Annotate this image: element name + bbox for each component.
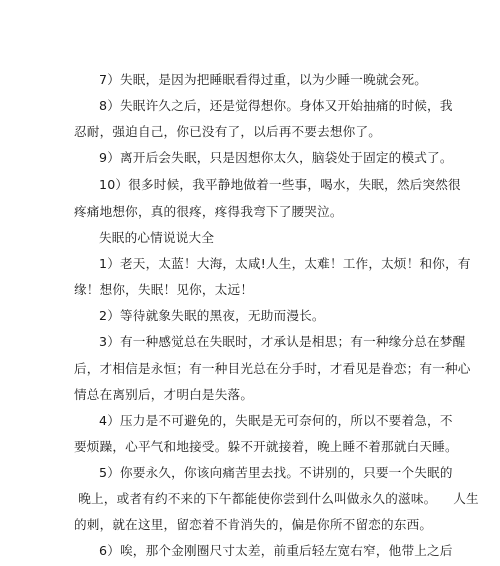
text-line: 后，才相信是永恒；有一种目光总在分手时，才看见是眷恋；有一种心: [74, 361, 471, 376]
text-line: 8）失眠许久之后，还是觉得想你。身体又开始抽痛的时候，我: [99, 98, 453, 113]
text-line: 2）等待就象失眠的黑夜，无助而漫长。: [99, 308, 325, 323]
text-line: 9）离开后会失眠，只是因想你太久，脑袋处于固定的模式了。: [99, 150, 453, 165]
text-line: 10）很多时候，我平静地做着一些事，喝水，失眠，然后突然很: [99, 177, 461, 192]
section-heading: 失眠的心情说说大全: [99, 230, 215, 245]
text-line: 忍耐，强迫自己，你已没有了，以后再不要去想你了。: [74, 124, 382, 139]
text-line: 缘！想你，失眠！见你，太远！: [74, 282, 254, 297]
text-line: 3）有一种感觉总在失眠时，才承认是相思；有一种缘分总在梦醒: [99, 334, 466, 349]
text-line: 要烦躁，心平气和地接受。躲不开就接着，晚上睡不着那就白天睡。: [74, 439, 458, 454]
text-line: 7）失眠，是因为把睡眠看得过重，以为少睡一晚就会死。: [99, 72, 428, 87]
text-line: 6）唉，那个金刚圈尺寸太差，前重后轻左宽右窄，他带上之后: [99, 543, 453, 558]
text-line: 5）你要永久，你该向痛苦里去找。不讲别的，只要一个失眠的: [99, 465, 453, 480]
text-line: 的刺，就在这里，留恋着不肯消失的，偏是你所不留恋的东西。: [74, 517, 433, 532]
text-line: 4）压力是不可避免的，失眠是无可奈何的，所以不要着急，不: [99, 413, 453, 428]
text-line: 情总在离别后，才明白是失落。: [74, 387, 254, 402]
text-line: 疼痛地想你，真的很疼，疼得我弯下了腰哭泣。: [74, 204, 343, 219]
text-line: 晚上，或者有约不来的下午都能使你尝到什么叫做永久的滋味。 人生: [74, 491, 479, 506]
text-line: 1）老天，太蓝！大海，太咸!人生，太难！工作，太烦！和你，有: [99, 256, 471, 271]
